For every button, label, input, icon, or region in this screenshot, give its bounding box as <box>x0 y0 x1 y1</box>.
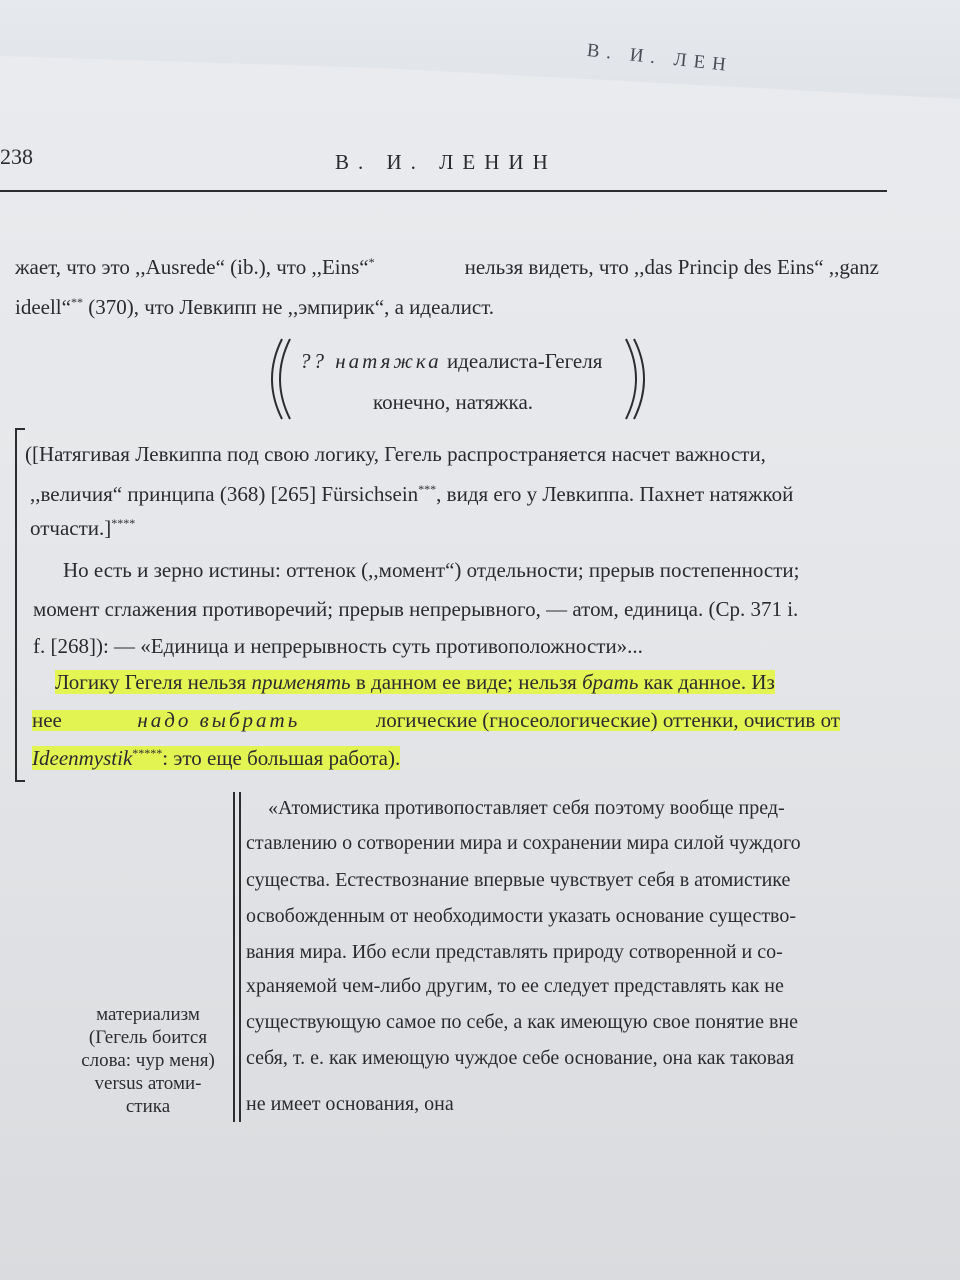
double-paren-right-icon <box>622 337 648 421</box>
footnote-mark: ** <box>70 295 83 309</box>
paragraph1-line2 <box>15 297 494 318</box>
text: , видя его у Левкиппа. Пахнет натяжкой <box>436 482 794 506</box>
text: как данное. Из <box>643 670 775 694</box>
margin-note <box>58 1003 238 1118</box>
margin-rule <box>239 792 241 1122</box>
italic-emphasis: Ideenmystik <box>32 746 133 770</box>
note-line3 <box>30 518 135 539</box>
quote-line: существа. Естествознание впервые чувствует себя в атомистике <box>246 869 791 891</box>
note-bracket <box>15 428 25 782</box>
text: : это еще большая работа). <box>162 746 401 770</box>
text: Логику Гегеля нельзя <box>55 670 247 694</box>
footnote-mark: **** <box>111 516 136 530</box>
margin-note-line: материализм <box>96 1004 200 1025</box>
highlighted-text <box>55 670 775 694</box>
page-number: 238 <box>0 144 33 169</box>
running-head: В. И. ЛЕНИН <box>335 150 557 174</box>
spaced-emphasis: ?? натяжка <box>300 349 442 373</box>
text: жает, что это ,,Ausrede“ (ib.), что ,,Eins“ <box>15 255 369 279</box>
grain-line2: момент сглажения противоречий; прерыв непрерывного, — атом, единица. (Ср. 371 i. <box>33 597 799 621</box>
text: ideell“ <box>15 295 71 319</box>
margin-note-line: versus атоми- <box>94 1073 202 1094</box>
grain-line1: Но есть и зерно истины: оттенок (,,момент“) отдельности; прерыв постепенности; <box>63 558 800 582</box>
text: отчасти.] <box>30 516 112 540</box>
text: нельзя видеть, что ,,das Princip des Eins“ ,,ganz <box>464 255 879 279</box>
bracket-note-line1 <box>300 351 602 372</box>
bracket-note-line2: конечно, натяжка. <box>373 390 534 414</box>
italic-emphasis: применять <box>251 670 351 694</box>
highlighted-text <box>32 746 400 770</box>
text: в данном ее виде; нельзя <box>355 670 577 694</box>
double-paren-left-icon <box>268 337 294 421</box>
highlight-line1 <box>55 672 775 693</box>
paragraph1-line1 <box>15 257 879 278</box>
quote-line: «Атомистика противопоставляет себя поэтому вообще пред- <box>268 797 785 819</box>
text: логические (гносеологические) оттенки, очистив от <box>375 708 840 732</box>
quote-line: ставлению о сотворении мира и сохранении мира силой чуждого <box>246 832 801 854</box>
text: идеалиста-Гегеля <box>446 349 603 373</box>
margin-note-line: слова: чур меня) <box>81 1050 215 1071</box>
note-line1 <box>25 444 867 465</box>
text: ,,величия“ принципа (368) [265] Fürsichsein <box>30 482 419 506</box>
spaced-emphasis: надо выбрать <box>137 708 301 732</box>
highlight-line2 <box>32 710 840 731</box>
quote-line: храняемой чем-либо другим, то ее следует представлять как не <box>246 975 784 997</box>
text: ([Натягивая Левкиппа под свою логику, Гегель распространяется насчет важности, <box>25 442 766 466</box>
note-line2 <box>30 484 793 505</box>
text: (370), что Левкипп не ,,эмпирик“, а идеалист. <box>88 295 495 319</box>
margin-note-line: (Гегель боится <box>88 1027 208 1048</box>
back-page-running-head: В. И. ЛЕН <box>585 40 734 77</box>
text: нее <box>32 708 62 732</box>
footnote-mark: *** <box>418 482 437 496</box>
quote-line: не имеет основания, она <box>246 1093 454 1115</box>
grain-line3: f. [268]): — «Единица и непрерывность суть противоположности»... <box>33 634 643 658</box>
quote-line: существующую самое по себе, а как имеющую свое понятие вне <box>246 1011 798 1033</box>
quote-line: вания мира. Ибо если представлять природу сотворенной и со- <box>246 941 783 963</box>
italic-emphasis: брать <box>582 670 639 694</box>
footnote-mark: * <box>368 255 375 269</box>
quote-line: себя, т. е. как имеющую чуждое себе основание, она как таковая <box>246 1047 795 1069</box>
header-rule <box>0 190 887 192</box>
footnote-mark: ***** <box>132 746 163 760</box>
margin-note-line: стика <box>125 1096 171 1117</box>
quote-line: освобожденным от необходимости указать основание существо- <box>246 905 797 927</box>
highlight-line3 <box>32 748 400 769</box>
